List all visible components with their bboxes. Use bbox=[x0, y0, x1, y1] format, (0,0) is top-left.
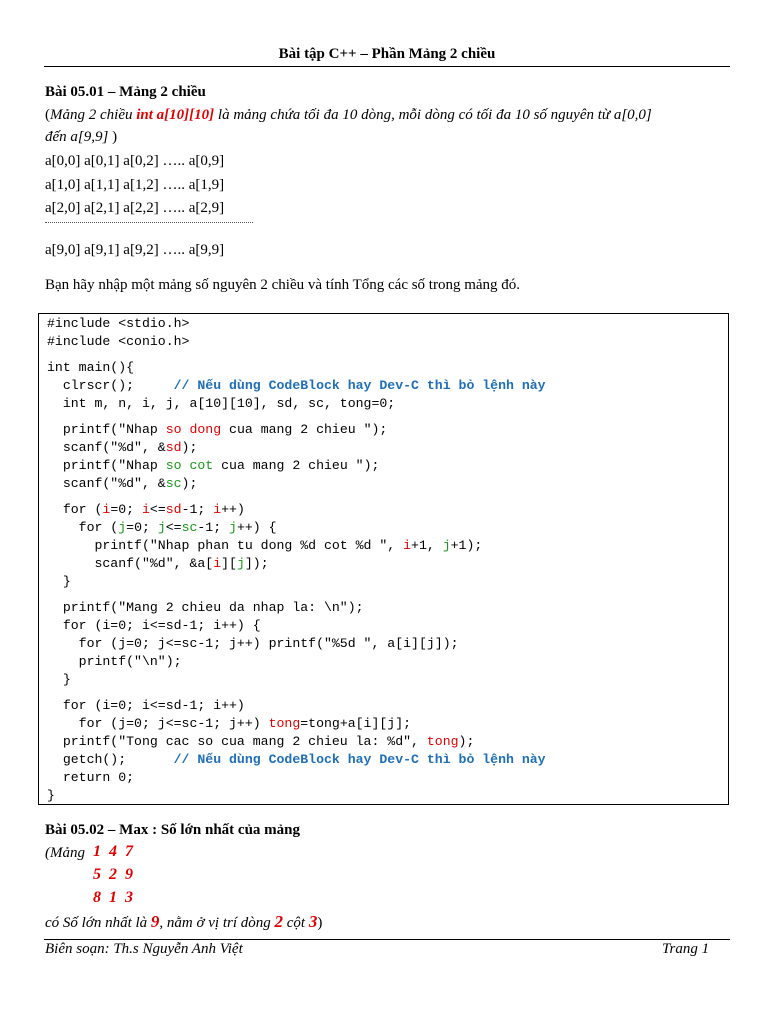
page-header-title: Bài tập C++ – Phần Mảng 2 chiều bbox=[278, 46, 496, 62]
code-token: -1; bbox=[197, 520, 230, 535]
code-line: #include <conio.h> bbox=[47, 334, 190, 349]
code-line bbox=[47, 734, 474, 749]
code-token: ); bbox=[458, 734, 475, 749]
code-token: ++) { bbox=[236, 520, 277, 535]
max-text: có Số lớn nhất là bbox=[45, 915, 151, 931]
code-line: printf("Mang 2 chieu da nhap la: \n"); bbox=[47, 600, 364, 615]
desc-text-b: là mảng chứa tối đa 10 dòng, mỗi dòng có tối đa 10 số nguyên từ a[0,0] bbox=[214, 107, 652, 123]
code-highlight: tong bbox=[268, 716, 301, 731]
footer-author: Biên soạn: Th.s Nguyễn Anh Việt bbox=[45, 941, 243, 957]
code-highlight: j bbox=[118, 520, 127, 535]
max-text: cột bbox=[283, 915, 309, 931]
code-line: } bbox=[47, 788, 55, 803]
array-row-2: a[2,0] a[2,1] a[2,2] ….. a[2,9] bbox=[45, 200, 225, 216]
array-row-0: a[0,0] a[0,1] a[0,2] ….. a[0,9] bbox=[45, 153, 225, 169]
code-highlight: sc bbox=[181, 520, 198, 535]
code-highlight: tong bbox=[426, 734, 459, 749]
code-highlight: i bbox=[403, 538, 412, 553]
code-token: scanf("%d", & bbox=[47, 476, 166, 491]
code-line: int main(){ bbox=[47, 360, 135, 375]
code-block bbox=[38, 313, 729, 805]
max-row: 2 bbox=[274, 912, 284, 931]
matrix-row-3: 8 1 3 bbox=[93, 889, 135, 906]
code-line bbox=[47, 520, 277, 535]
code-token: ]); bbox=[244, 556, 269, 571]
header-rule bbox=[44, 66, 730, 67]
code-token: printf("Nhap bbox=[47, 422, 166, 437]
exercise-2-title: Bài 05.02 – Max : Số lớn nhất của mảng bbox=[45, 822, 300, 838]
code-line: } bbox=[47, 672, 71, 687]
code-token: =tong+a[i][j]; bbox=[300, 716, 412, 731]
code-comment: // Nếu dùng CodeBlock hay Dev-C thì bbox=[173, 752, 459, 767]
code-line bbox=[47, 538, 482, 553]
max-value: 9 bbox=[150, 912, 160, 931]
max-statement bbox=[45, 912, 322, 932]
code-highlight: so dong bbox=[165, 422, 222, 437]
code-token: cua mang 2 chieu "); bbox=[221, 422, 388, 437]
matrix-row-2: 5 2 9 bbox=[93, 866, 135, 883]
code-token: cua mang 2 chieu "); bbox=[213, 458, 380, 473]
code-token: +1, bbox=[411, 538, 443, 553]
code-comment: lệnh này bbox=[474, 378, 546, 393]
code-highlight: i bbox=[141, 502, 150, 517]
desc-open-paren: ( bbox=[45, 107, 50, 123]
code-line: printf("\n"); bbox=[47, 654, 182, 669]
desc-close-paren: ) bbox=[108, 129, 118, 145]
code-comment: lệnh này bbox=[474, 752, 546, 767]
code-line bbox=[47, 422, 387, 437]
code-line bbox=[47, 716, 411, 731]
code-highlight: so cot bbox=[165, 458, 214, 473]
code-highlight: j bbox=[157, 520, 166, 535]
code-highlight: sd bbox=[165, 502, 182, 517]
code-token: <= bbox=[165, 520, 182, 535]
code-token: =0; bbox=[126, 520, 158, 535]
code-token: ][ bbox=[221, 556, 237, 571]
max-col: 3 bbox=[308, 912, 318, 931]
exercise-1-description bbox=[45, 107, 652, 124]
code-token: printf("Tong cac so cua mang 2 chieu la: %d", bbox=[47, 734, 427, 749]
code-comment: // Nếu dùng CodeBlock hay Dev-C thì bbox=[173, 378, 459, 393]
code-highlight: i bbox=[213, 556, 222, 571]
code-token: scanf("%d", & bbox=[47, 440, 166, 455]
code-line bbox=[47, 378, 546, 393]
code-token: clrscr(); bbox=[47, 378, 174, 393]
code-token: getch(); bbox=[47, 752, 174, 767]
code-highlight: j bbox=[442, 538, 451, 553]
code-token: for ( bbox=[47, 520, 119, 535]
code-line: for (i=0; i<=sd-1; i++) { bbox=[47, 618, 261, 633]
desc-declaration: int a[10][10] bbox=[136, 107, 215, 123]
code-token: printf("Nhap bbox=[47, 458, 166, 473]
code-line bbox=[47, 476, 197, 491]
code-token: printf("Nhap phan tu dong %d cot %d ", bbox=[47, 538, 404, 553]
matrix-open: (Mảng bbox=[45, 845, 85, 861]
code-comment-highlight: bỏ bbox=[458, 752, 475, 767]
code-token: for ( bbox=[47, 502, 103, 517]
code-line bbox=[47, 556, 269, 571]
code-line: for (j=0; j<=sc-1; j++) printf("%5d ", a[i][j]); bbox=[47, 636, 459, 651]
ellipsis-divider bbox=[45, 222, 253, 223]
code-token: ); bbox=[181, 440, 198, 455]
code-token: for (j=0; j<=sc-1; j++) bbox=[47, 716, 269, 731]
code-comment-highlight: bỏ bbox=[458, 378, 475, 393]
desc-text-c: đến a[9,9] bbox=[45, 129, 109, 145]
array-row-1: a[1,0] a[1,1] a[1,2] ….. a[1,9] bbox=[45, 177, 225, 193]
code-highlight: j bbox=[236, 556, 245, 571]
code-line bbox=[47, 458, 379, 473]
code-token: +1); bbox=[450, 538, 483, 553]
array-row-9: a[9,0] a[9,1] a[9,2] ….. a[9,9] bbox=[45, 242, 225, 258]
code-line: } bbox=[47, 574, 71, 589]
code-line: for (i=0; i<=sd-1; i++) bbox=[47, 698, 245, 713]
code-highlight: i bbox=[102, 502, 111, 517]
code-token: scanf("%d", &a[ bbox=[47, 556, 214, 571]
code-line bbox=[47, 752, 546, 767]
max-close-paren: ) bbox=[317, 915, 323, 931]
code-highlight: j bbox=[229, 520, 237, 535]
code-token: -1; bbox=[181, 502, 214, 517]
code-highlight: sc bbox=[165, 476, 182, 491]
footer-rule bbox=[44, 939, 730, 940]
code-token: ); bbox=[181, 476, 198, 491]
desc-text-a: Mảng 2 chiều bbox=[50, 107, 137, 123]
code-token: ++) bbox=[221, 502, 245, 517]
code-line: #include <stdio.h> bbox=[47, 316, 190, 331]
code-token: <= bbox=[149, 502, 166, 517]
footer-page-number: Trang 1 bbox=[662, 941, 710, 957]
code-line: int m, n, i, j, a[10][10], sd, sc, tong=0; bbox=[47, 396, 396, 411]
matrix-row-1: 1 4 7 bbox=[93, 843, 135, 860]
exercise-1-task: Bạn hãy nhập một mảng số nguyên 2 chiều và tính Tổng các số trong mảng đó. bbox=[45, 277, 521, 293]
exercise-1-description-cont bbox=[45, 129, 117, 146]
code-highlight: sd bbox=[165, 440, 182, 455]
exercise-1-title: Bài 05.01 – Mảng 2 chiều bbox=[45, 84, 206, 100]
max-text: , nằm ở vị trí dòng bbox=[159, 915, 275, 931]
code-highlight: i bbox=[213, 502, 222, 517]
code-line: return 0; bbox=[47, 770, 135, 785]
code-token: =0; bbox=[110, 502, 142, 517]
code-line bbox=[47, 440, 197, 455]
code-line bbox=[47, 502, 245, 517]
